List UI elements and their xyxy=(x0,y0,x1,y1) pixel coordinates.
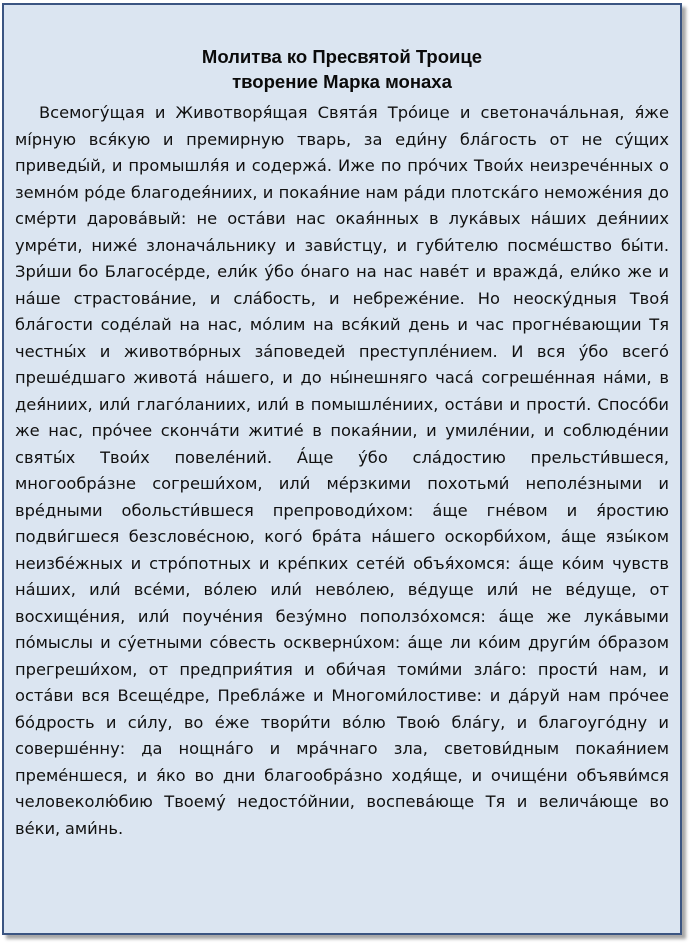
title-line-1: Молитва ко Пресвятой Троице xyxy=(201,46,483,67)
prayer-title xyxy=(4,44,680,94)
prayer-card xyxy=(2,3,682,935)
prayer-text: Всемогу́щая и Животворя́щая Святáя Трóице и светоначáльная, я́же мíрную вся́кую и премирную тварь, за еди́ну блáгость от не су́щих приведы́й, и промышля́я и содержá. Иже по прóчих Твои́х неизречéнных о земнóм рóде благодея́ниих, и покая́ние нам рáди плотскáго неможéния до смéрти даровáвый: не остáви нас окая́нных в лукáвых нáших дея́ниих умрéти, нижé злоначáльнику и зави́стцу, и губи́телю посмéшство бы́ти. Зри́ши бо Благосéрде, ели́к у́бо óнаго на нас навéт и враждá, ели́ко же и нáше страстовáние, и слáбость, и небрежéние. Но неоску́дныя Твоя́ блáгости содéлай на нас, мóлим на вся́кий день и час прогнéвающии Тя честны́х и животвóрных зáповедей преступлéнием. И вся у́бо всегó прешéдшаго животá нáшего, и до ны́нешняго часá согрешéнная нáми, в дея́ниих, или́ глагóланиих, или́ в помышлéниих, остáви и прости́. Спосóби же нас, прóчее скончáти житие́ в покая́нии, и умилéнии, и соблюдéнии святы́х Твои́х повелéний. А́ще у́бо слáдостию прельсти́вшеся, многообрáзне согреши́хом, или́ мéрзкими похотьми́ неполéзными и врéдными обольсти́вшеся препроводи́хом: áще гнéвом и я́ростию подви́гшеся безсловéсною, когó брáта нáшего оскорби́хом, áще язы́ком неизбéжных и стрóпотных и крéпких сетéй объя́хомся: áще кóим чувств нáших, или́ всéми, вóлею или́ невóлею, вéдуще или́ не вéдуще, от восхищéния, или́ поучéния безу́мно поползóхомся: áще же лукáвыми пóмыслы и су́етными сóвесть осквернúхом: áще ли кóим други́м óбразом прегреши́хом, от предприя́тия и оби́чая томи́ми злáго: прости́ нам, и остáви вся Всещéдре, Преблáже и Многоми́лостиве: и дáруй нам прóчее бóдрость и си́лу, во éже твори́ти вóлю Твою́ блáгу, и благоугóдну и совершéнну: да нощнáго и мрáчнаго зла, светови́дным покая́нием премéншеся, и я́ко во дни благообрáзно ходя́ще, и очищéни объяви́мся человеколю́бию Твоему́ недостóйнии, воспевáюще Тя и величáюще во вéки, ами́нь. xyxy=(15,103,670,838)
title-line-2: творение Марка монаха xyxy=(232,71,452,92)
